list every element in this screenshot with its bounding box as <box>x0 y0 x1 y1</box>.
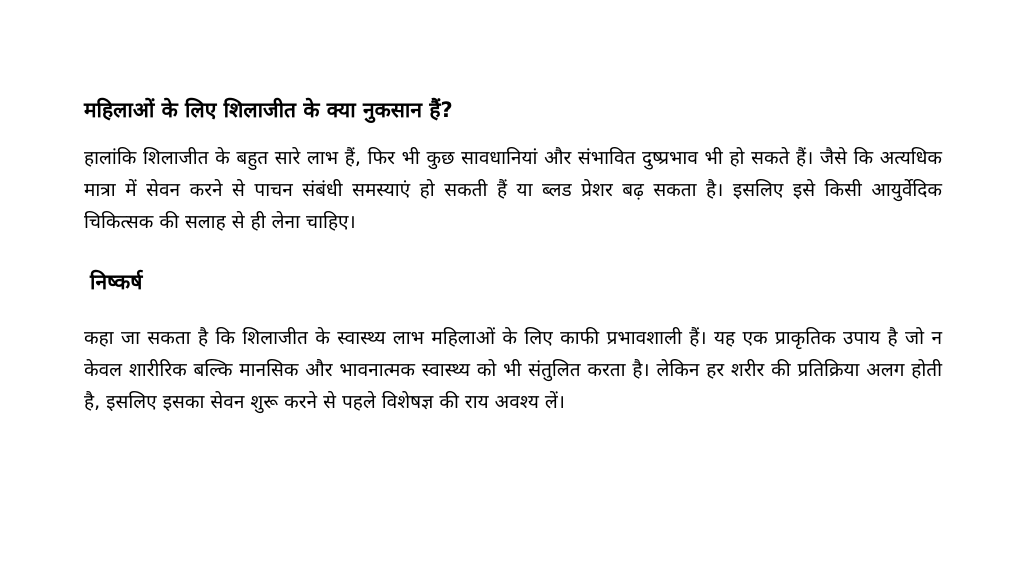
conclusion-heading: निष्कर्ष <box>90 270 143 294</box>
conclusion-paragraph: कहा जा सकता है कि शिलाजीत के स्वास्थ्य लाभ महिलाओं के लिए काफी प्रभावशाली हैं। यह एक प्राकृतिक उपाय है जो न केवल शारीरिक बल्कि मानसिक और भावनात्मक स्वास्थ्य को भी संतुलित करता है। लेकिन हर शरीर की प्रतिक्रिया अलग होती है, इसलिए इसका सेवन शुरू करने से पहले विशेषज्ञ की राय अवश्य लें। <box>84 327 942 413</box>
side-effects-heading: महिलाओं के लिए शिलाजीत के क्या नुकसान हैं? <box>84 98 453 122</box>
slide-content <box>84 92 942 418</box>
side-effects-paragraph: हालांकि शिलाजीत के बहुत सारे लाभ हैं, फिर भी कुछ सावधानियां और संभावित दुष्प्रभाव भी हो सकते हैं। जैसे कि अत्यधिक मात्रा में सेवन करने से पाचन संबंधी समस्याएं हो सकती हैं या ब्लड प्रेशर बढ़ सकता है। इसलिए इसे किसी आयुर्वेदिक चिकित्सक की सलाह से ही लेना चाहिए। <box>84 147 942 233</box>
